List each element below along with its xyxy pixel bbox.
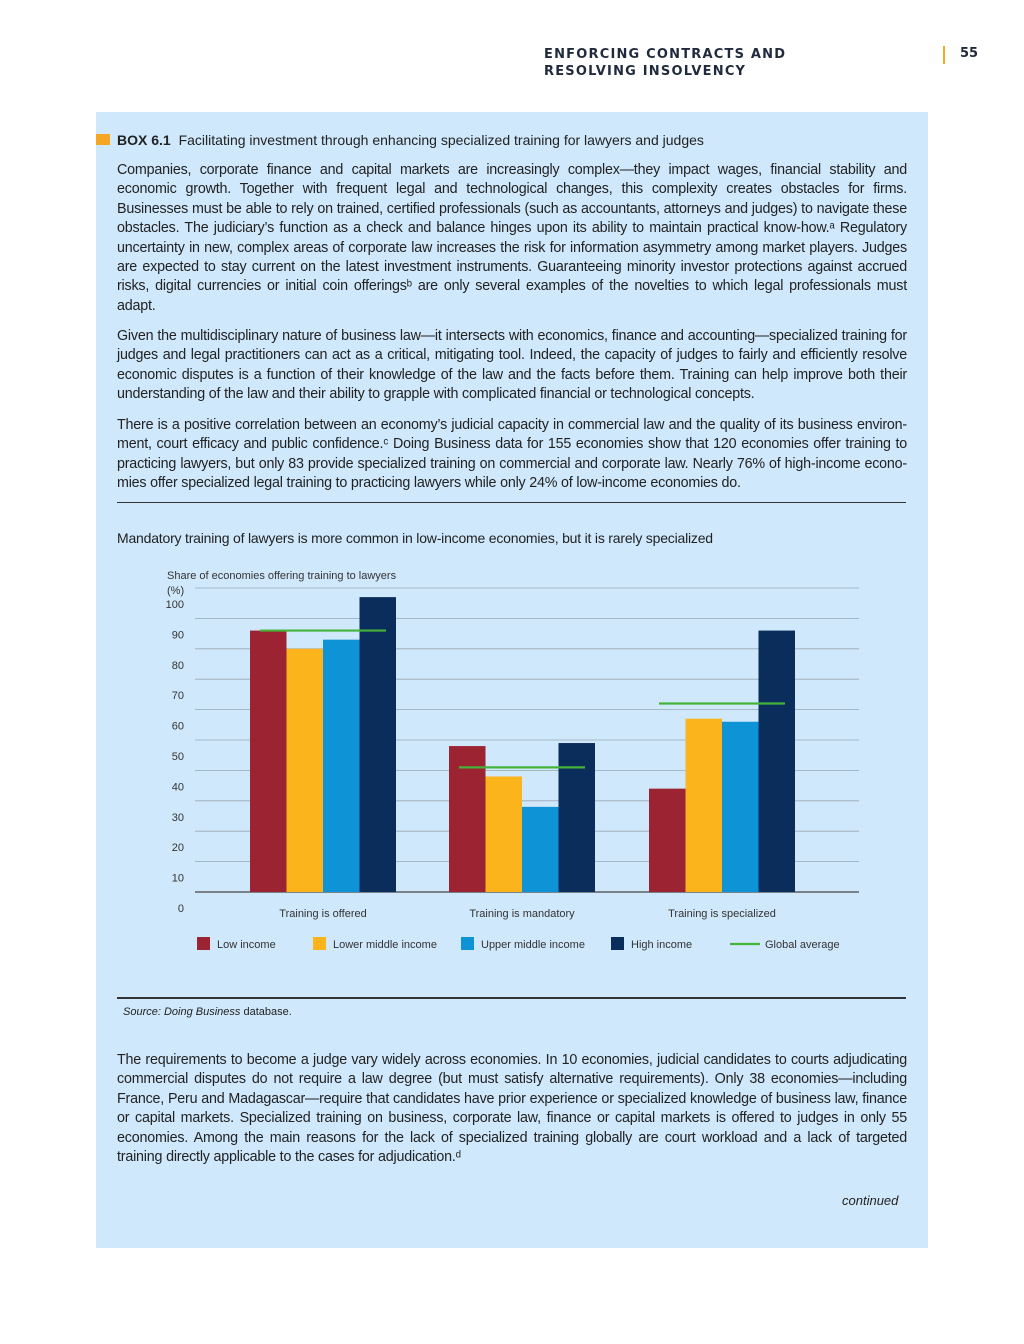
page-number: 55	[960, 46, 979, 61]
header-divider	[943, 46, 945, 64]
legend-swatch	[197, 937, 210, 950]
bar-upper-middle-income	[722, 722, 759, 892]
legend-label: Global average	[765, 939, 840, 951]
running-head-title: ENFORCING CONTRACTS AND RESOLVING INSOLVENCY	[544, 47, 787, 79]
x-category-label: Training is mandatory	[469, 908, 575, 920]
y-tick-label: 30	[171, 811, 184, 824]
bar-high-income	[360, 597, 397, 892]
box-label: BOX 6.1	[117, 132, 171, 148]
y-tick-label: 0	[177, 903, 184, 915]
bar-lower-middle-income	[486, 776, 523, 892]
y-tick-label: 100	[165, 599, 184, 611]
source-italic: Doing Business	[163, 1006, 241, 1018]
y-tick-label: 20	[171, 842, 184, 855]
y-tick-label: 70	[171, 690, 184, 703]
source-note	[123, 1006, 292, 1018]
legend-swatch	[461, 937, 474, 950]
paragraph-4: The requirements to become a judge vary widely across economies. In 10 economies, judicial candidates to courts adjudicating commercial disputes do not require a law degree (but must satisfy alternative requirements). Only 38 economies—including France, Peru and Madagascar—require that candidates have prior experience or specialized knowledge of business law, finance or capital markets. Specialized training on business, corporate law, finance or capital markets is offered to judges in only 55 economies. Among the main reasons for the lack of specialized training globally are court workload and a lack of targeted training directly applicable to the cases for adjudication.ᵈ	[117, 1052, 907, 1166]
x-category-label: Training is offered	[279, 908, 367, 920]
box-title-text: Facilitating investment through enhancing specialized training for lawyers and judges	[178, 132, 704, 148]
bar-high-income	[759, 631, 796, 892]
bar-low-income	[649, 789, 686, 892]
source-rest: database.	[240, 1006, 292, 1018]
chart-ylabel: Share of economies offering training to lawyers	[167, 570, 397, 582]
bar-chart	[96, 560, 876, 970]
y-tick-label: 50	[171, 751, 184, 763]
bar-upper-middle-income	[522, 807, 559, 892]
y-tick-label: 90	[171, 629, 184, 642]
chart-ylabel-unit: (%)	[167, 585, 185, 597]
legend-label: Lower middle income	[333, 939, 437, 951]
bar-lower-middle-income	[287, 649, 324, 892]
legend-swatch	[611, 937, 624, 950]
paragraph-2: Given the multidisciplinary nature of business law—it intersects with economics, finance and accounting—specialized training for judges and legal practitioners can act as a critical, mitigating tool. Indeed, the capacity of judges to fairly and efficiently resolve economic disputes is a function of their knowledge of the law and the facts before them. Training can help improve both their understanding of the law and their ability to grapple with complicated financial or technological concepts.	[117, 328, 907, 403]
y-tick-label: 10	[171, 872, 184, 885]
legend-label: High income	[631, 939, 693, 951]
y-tick-label: 40	[171, 781, 184, 794]
bar-high-income	[559, 743, 596, 892]
source-label: Source:	[123, 1006, 161, 1018]
bar-low-income	[250, 631, 287, 892]
chart-top-rule	[117, 502, 906, 503]
chart-title: Mandatory training of lawyers is more common in low-income economies, but it is rarely specialized	[117, 530, 713, 546]
x-category-label: Training is specialized	[668, 908, 776, 920]
box-marker-icon	[96, 134, 110, 145]
bar-upper-middle-income	[323, 640, 360, 892]
y-tick-label: 80	[171, 659, 184, 672]
paragraph-3: There is a positive correlation between an economy’s judicial capacity in commercial law and the quality of its business environ- ment, court efficacy and public confidence.ᶜ Doing Business data for 155 economies show that 120 economies offer training to practicing lawyers, but only 83 provide specialized training on commercial and corporate law. Nearly 76% of high-income econo- mies offer specialized legal training to practicing lawyers while only 24% of low-income economies do.	[117, 417, 907, 492]
continued-label: continued	[842, 1193, 899, 1208]
y-tick-label: 60	[171, 720, 184, 733]
box-title	[117, 132, 704, 148]
legend-label: Upper middle income	[481, 939, 585, 951]
bar-lower-middle-income	[686, 719, 723, 892]
legend-swatch	[313, 937, 326, 950]
legend-label: Low income	[217, 939, 276, 951]
chart-bottom-rule	[117, 997, 906, 999]
paragraph-1: Companies, corporate finance and capital markets are increasingly complex—they impact wages, financial stability and economic growth. Together with frequent legal and technological changes, this complexity creates obstacles for firms. Businesses must be able to rely on trained, certified professionals (such as accountants, attorneys and judges) to navigate these obstacles. The judiciary’s function as a check and balance hinges upon its ability to maintain practical know-how.ᵃ Regulatory uncertainty in new, complex areas of corporate law increases the risk for information asymmetry among market players. Judges are expected to stay current on the latest investment instruments. Guaranteeing minority investor protections against accrued risks, digital currencies or initial coin offeringsᵇ are only several examples of the novelties to which legal professionals must adapt.	[117, 162, 907, 314]
